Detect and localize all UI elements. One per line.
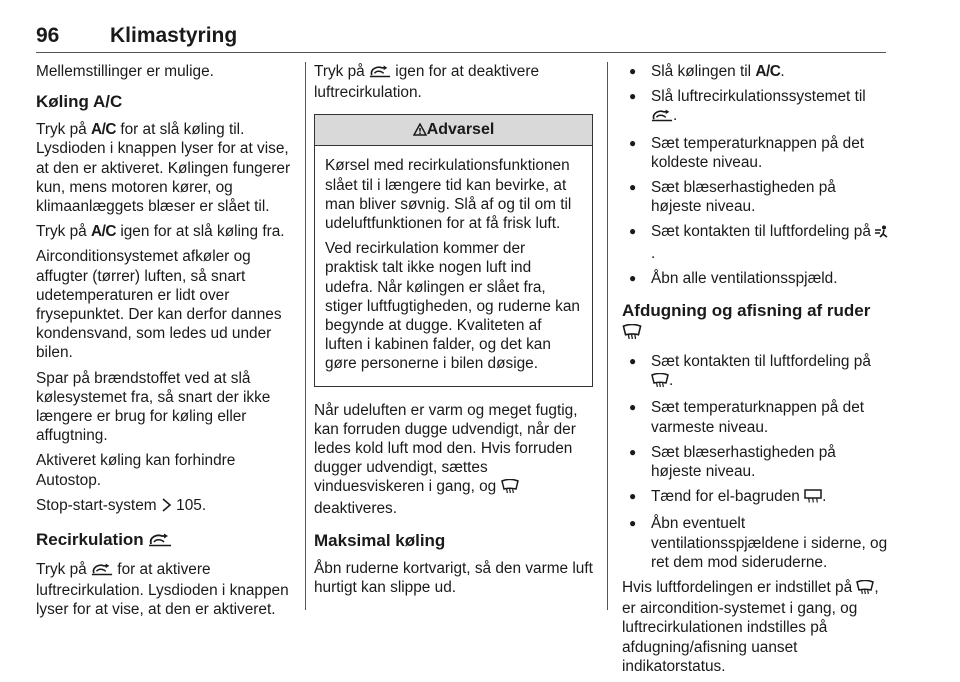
column-divider (607, 62, 608, 610)
paragraph: Når udeluften er varm og meget fugtig, kan forruden dugge udvendigt, når der ledes kold luft mod den. Hvis forruden dugger udvendigt, sættes vinduesviskeren i gang, og deaktiveres. (314, 401, 578, 517)
page-ref-arrow-icon (161, 498, 172, 517)
bullet-list (622, 62, 890, 288)
bullet-list (622, 352, 890, 572)
warning-title: Advarsel (426, 121, 495, 139)
paragraph: Hvis luftfordelingen er indstillet på , er aircondition-systemet i gang, og luftrecirkulationen indstilles på afdugning/afisning uanset indikatorstatus. (622, 579, 879, 675)
recirculation-icon (651, 108, 673, 127)
list-item: ● Slå kølingen til A/C. (622, 62, 890, 81)
list-item: ● Åbn alle ventilationsspjæld. (622, 269, 890, 288)
section-title: Klimastyring (110, 24, 238, 47)
recirculation-icon (369, 64, 391, 83)
paragraph: Tryk på A/C for at slå køling til. Lysdioden i knappen lyser for at vise, at den er aktiveret. Kølingen fungerer kun, mens motoren kører, og klimaanlæggets blæser er slået til. (36, 121, 291, 216)
paragraph: Tryk på A/C igen for at slå køling fra. (36, 223, 285, 241)
page-header (36, 22, 886, 53)
list-item: ● Sæt temperaturknappen på det varmeste niveau. (622, 398, 890, 436)
list-item: ● Slå luftrecirkulationssystemet til . (622, 87, 890, 127)
heading-max-cooling: Maksimal køling (314, 530, 446, 550)
column-1 (36, 62, 298, 626)
page-number: 96 (36, 24, 60, 47)
paragraph: Airconditionsystemet afkøler og affugter (tørrer) luften, så snart udetemperaturen er lidt over frysepunktet. Der kan derfor dannes kondensvand, som ledes ud under bilen. (36, 248, 282, 362)
warning-triangle-icon (413, 117, 427, 147)
paragraph: Aktiveret køling kan forhindre Autostop. (36, 452, 236, 489)
windscreen-defrost-icon (622, 323, 642, 344)
paragraph: Spar på brændstoffet ved at slå kølesystemet fra, så snart der ikke længere er brug for køling eller affugtning. (36, 369, 271, 445)
paragraph: Åbn ruderne kortvarigt, så den varme luft hurtigt kan slippe ud. (314, 559, 593, 597)
vent-face-icon (875, 224, 889, 243)
warning-box (314, 114, 593, 386)
warning-paragraph: Kørsel med recirkulationsfunktionen slået til i længere tid kan bevirke, at man bliver søvnig. Slå af og til om til udeluftfunktionen for at få frisk luft. (325, 157, 572, 233)
column-3 (622, 62, 890, 682)
ac-button-label: A/C (91, 223, 117, 241)
list-item: ● Sæt kontakten til luftfordeling på . (622, 222, 890, 262)
rear-window-heat-icon (804, 489, 822, 508)
heading-recirculation: Recirkulation (36, 529, 298, 552)
recirculation-icon (91, 562, 113, 581)
heading-cooling: Køling A/C (36, 92, 123, 112)
list-item: ● Sæt kontakten til luftfordeling på . (622, 352, 890, 392)
paragraph: Tryk på for at aktivere luftrecirkulation. Lysdioden i knappen lyser for at vise, at den er aktiveret. (36, 561, 289, 619)
paragraph: Mellemstillinger er mulige. (36, 63, 214, 80)
windscreen-defrost-icon (501, 479, 519, 498)
list-item: ● Sæt blæserhastigheden på højeste niveau. (622, 443, 890, 481)
column-2 (314, 62, 593, 603)
page-ref: 105. (176, 496, 207, 514)
ac-button-label: A/C (755, 63, 781, 80)
list-item: ● Sæt blæserhastigheden på højeste niveau. (622, 178, 890, 216)
warning-paragraph: Ved recirkulation kommer der praktisk talt ikke nogen luft ind udefra. Når kølingen er slået fra, stiger luftfugtigheden, og ruderne kan begynde at dugge. Kvaliteten af luften i kabinen falder, og det kan gøre personerne i bilen døsige. (325, 240, 580, 373)
list-item: ● Åbn eventuelt ventilationsspjældene i siderne, og ret dem mod sideruderne. (622, 514, 890, 572)
warning-header (315, 115, 592, 146)
ac-button-label: A/C (91, 121, 117, 139)
heading-defog: Afdugning og afisning af ruder (622, 300, 890, 344)
column-divider (305, 62, 306, 610)
paragraph: Stop-start-system 105. (36, 496, 298, 517)
list-item: ● Sæt temperaturknappen på det koldeste niveau. (622, 134, 890, 172)
windscreen-defrost-icon (856, 580, 874, 599)
recirculation-icon (148, 531, 172, 552)
paragraph: Tryk på igen for at deaktivere luftrecirkulation. (314, 63, 540, 102)
list-item: ● Tænd for el-bagruden . (622, 487, 890, 508)
windscreen-defrost-icon (651, 373, 669, 392)
